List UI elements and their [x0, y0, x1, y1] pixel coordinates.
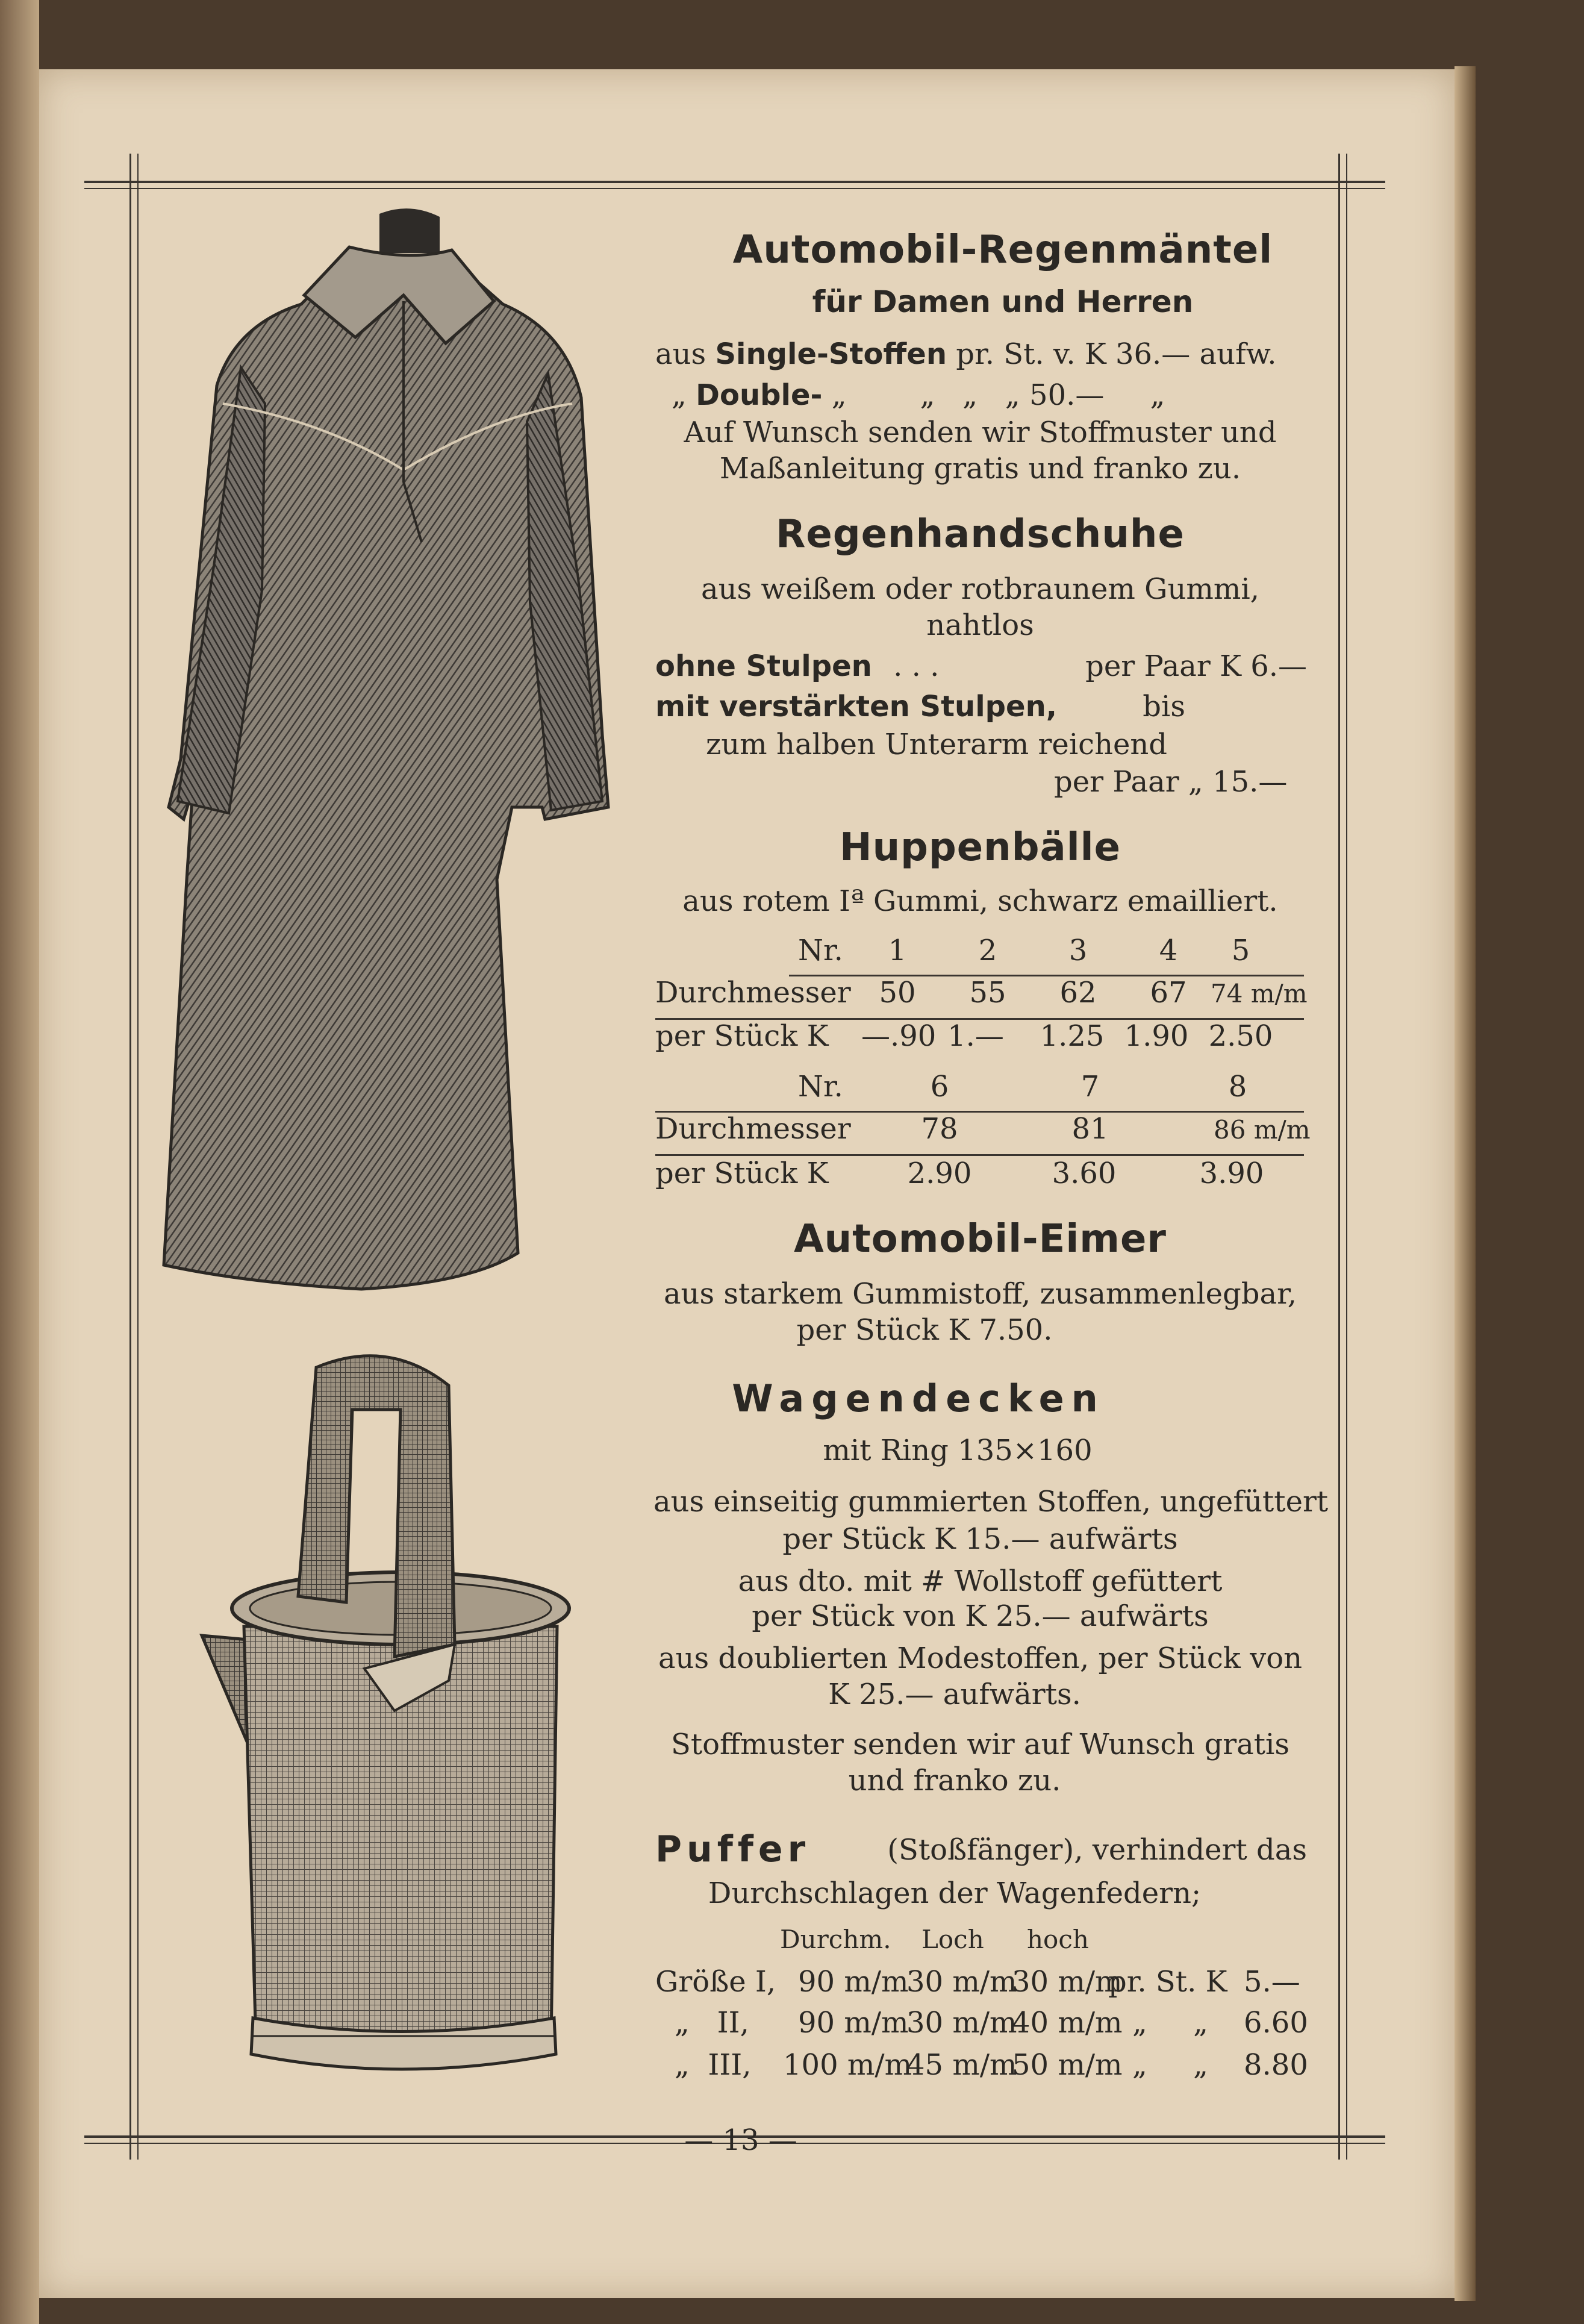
- hb-t1-nr-5: 5: [1231, 934, 1250, 967]
- raincoats-line2-price: „ „ „ „ 50.— „: [831, 378, 1165, 412]
- buffer-header-durchm: Durchm.: [780, 1925, 891, 1954]
- buffer-header-hoch: hoch: [1027, 1925, 1089, 1954]
- hb-t1-diam-1: 50: [879, 976, 916, 1010]
- buffer-row-2-hoch: 40 m/m: [1012, 2006, 1123, 2040]
- gloves-line2: nahtlos: [926, 608, 1034, 642]
- hb-t1-nr-4: 4: [1159, 934, 1178, 967]
- blankets-l2: per Stück K 15.— aufwärts: [782, 1522, 1178, 1556]
- buffer-row-1-loch: 30 m/m: [906, 1965, 1017, 1999]
- hb-t2-diam-7: 81: [1071, 1112, 1109, 1146]
- bucket-title: Automobil-Eimer: [794, 1217, 1167, 1261]
- hb-t2-rule-2: [655, 1154, 1304, 1156]
- hb-t2-nr-7: 7: [1080, 1070, 1100, 1104]
- raincoats-line3: Auf Wunsch senden wir Stoffmuster und: [684, 416, 1277, 449]
- hb-t2-nr-label: Nr.: [798, 1070, 843, 1104]
- hb-t1-price-label: per Stück K: [655, 1019, 829, 1053]
- buffer-row-3-size: „ III,: [675, 2048, 752, 2082]
- buffer-row-1-unit: pr. St. K: [1108, 1965, 1227, 1999]
- blankets-l8: und franko zu.: [848, 1764, 1061, 1798]
- gloves-item1-price: per Paar K 6.—: [1085, 649, 1307, 683]
- blankets-l3: aus dto. mit # Wollstoff gefüttert: [738, 1564, 1223, 1598]
- buffer-row-1-price: 5.—: [1244, 1965, 1300, 1999]
- hb-t2-price-6: 2.90: [907, 1157, 972, 1190]
- hb-t1-nr-3: 3: [1068, 934, 1088, 967]
- page-edge-right: [1455, 66, 1476, 2301]
- buffer-row-2-size: „ II,: [675, 2006, 749, 2040]
- gloves-item1: [655, 649, 1307, 683]
- hb-t2-price-label: per Stück K: [655, 1157, 829, 1190]
- book-spine-edge: [0, 0, 39, 2324]
- buffer-row-3-hoch: 50 m/m: [1012, 2048, 1123, 2082]
- buffer-row-1-durchm: 90 m/m: [798, 1965, 909, 1999]
- gloves-line1: aus weißem oder rotbraunem Gummi,: [700, 572, 1260, 606]
- hb-t2-diam-6: 78: [921, 1112, 958, 1146]
- hb-t2-nr-8: 8: [1228, 1070, 1247, 1104]
- buffer-row-1-size: Größe I,: [655, 1965, 776, 1999]
- raincoats-double-fabric: Double-: [696, 378, 823, 412]
- hornballs-desc: aus rotem Iª Gummi, schwarz emailliert.: [682, 884, 1278, 918]
- buffer-title-rest: (Stoßfänger), verhindert das: [887, 1833, 1307, 1867]
- blankets-l5: aus doublierten Modestoffen, per Stück von: [658, 1641, 1303, 1675]
- frame-rule-right-inner: [1346, 154, 1347, 2160]
- gloves-item2-price: per Paar „ 15.—: [1054, 765, 1288, 799]
- buffer-row-3-price: 8.80: [1244, 2048, 1308, 2082]
- bucket-line2: per Stück K 7.50.: [796, 1313, 1053, 1347]
- buffer-row-3-durchm: 100 m/m: [783, 2048, 912, 2082]
- hb-t1-price-1: —.90: [861, 1019, 937, 1053]
- buffer-line2: Durchschlagen der Wagenfedern;: [708, 1876, 1202, 1910]
- raincoats-line2: [672, 378, 1165, 412]
- blankets-title: Wagendecken: [732, 1376, 1105, 1420]
- gloves-item2: [655, 690, 1185, 723]
- hb-t2-nr-6: 6: [930, 1070, 949, 1104]
- gloves-item1-label: ohne Stulpen: [655, 649, 872, 683]
- hb-t2-price-7: 3.60: [1052, 1157, 1117, 1190]
- hb-t2-diam-8: 86 m/m: [1214, 1115, 1311, 1145]
- hb-t1-diam-2: 55: [969, 976, 1006, 1010]
- blankets-l7: Stoffmuster senden wir auf Wunsch gratis: [670, 1728, 1290, 1761]
- hornballs-title: Huppenbälle: [840, 825, 1121, 870]
- raincoats-line1-a: aus: [655, 337, 706, 371]
- hb-t1-price-5: 2.50: [1208, 1019, 1273, 1053]
- buffer-row-2-unit: „ „: [1132, 2006, 1209, 2040]
- hb-t1-nr-2: 2: [978, 934, 997, 967]
- raincoats-single-fabric: Single-Stoffen: [715, 337, 947, 371]
- raincoat-illustration: [157, 205, 638, 1307]
- blankets-l6: K 25.— aufwärts.: [828, 1678, 1081, 1711]
- buffer-row-2-price: 6.60: [1244, 2006, 1308, 2040]
- gloves-item2-rest: bis: [1143, 690, 1185, 723]
- hb-t1-nr-label: Nr.: [798, 934, 843, 967]
- blankets-l1: aus einseitig gummierten Stoffen, ungefüttert: [653, 1485, 1329, 1519]
- raincoats-title: Automobil-Regenmäntel: [732, 228, 1273, 272]
- raincoats-line1-price: pr. St. v. K 36.— aufw.: [956, 337, 1277, 371]
- raincoats-line1: [655, 337, 1277, 371]
- buffer-row-1-hoch: 30 m/m: [1012, 1965, 1123, 1999]
- buffer-row-2-durchm: 90 m/m: [798, 2006, 909, 2040]
- hb-t1-diam-5: 74 m/m: [1211, 979, 1308, 1008]
- raincoats-line2-a: „: [672, 378, 687, 412]
- hb-t1-nr-1: 1: [888, 934, 907, 967]
- frame-rule-left-inner: [137, 154, 139, 2160]
- hb-t2-diam-label: Durchmesser: [655, 1112, 851, 1146]
- hb-t1-price-2: 1.—: [947, 1019, 1004, 1053]
- hb-t2-price-8: 3.90: [1199, 1157, 1264, 1190]
- buffer-row-2-loch: 30 m/m: [906, 2006, 1017, 2040]
- buffer-row-3-loch: 45 m/m: [906, 2048, 1017, 2082]
- buffer-title: Puffer: [655, 1828, 811, 1870]
- hb-t1-diam-4: 67: [1150, 976, 1187, 1010]
- gloves-item1-dots: . . .: [893, 649, 940, 683]
- hb-t1-diam-3: 62: [1059, 976, 1097, 1010]
- bucket-illustration: [196, 1343, 605, 2084]
- buffer-header-loch: Loch: [921, 1925, 984, 1954]
- gloves-title: Regenhandschuhe: [776, 512, 1185, 557]
- raincoats-line4: Maßanleitung gratis und franko zu.: [719, 452, 1241, 486]
- bucket-line1: aus starkem Gummistoff, zusammenlegbar,: [663, 1277, 1297, 1311]
- frame-rule-top-inner: [84, 188, 1385, 189]
- buffer-title-line: [655, 1828, 1307, 1870]
- raincoats-subtitle: für Damen und Herren: [812, 284, 1194, 319]
- blankets-l4: per Stück von K 25.— aufwärts: [752, 1599, 1209, 1633]
- gloves-item2-line2: zum halben Unterarm reichend: [705, 728, 1168, 761]
- hb-t1-diam-label: Durchmesser: [655, 976, 851, 1010]
- frame-rule-left: [129, 154, 131, 2160]
- gloves-item2-label: mit verstärkten Stulpen,: [655, 690, 1057, 723]
- blankets-size: mit Ring 135×160: [823, 1434, 1093, 1467]
- page-number: — 13 —: [684, 2123, 797, 2157]
- buffer-row-3-unit: „ „: [1132, 2048, 1209, 2082]
- hb-t1-price-3: 1.25: [1040, 1019, 1105, 1053]
- hb-t1-price-4: 1.90: [1124, 1019, 1189, 1053]
- frame-rule-top: [84, 181, 1385, 183]
- frame-rule-right: [1338, 154, 1340, 2160]
